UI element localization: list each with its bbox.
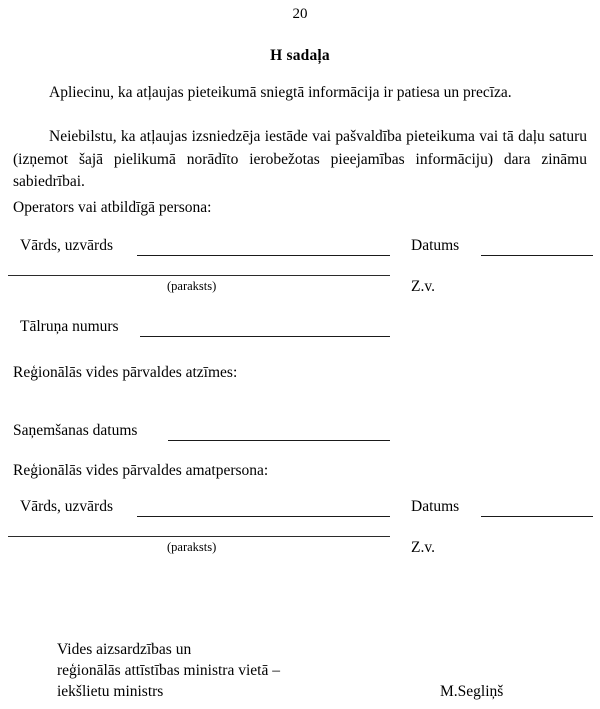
operator-date-line[interactable] (481, 255, 593, 256)
authority-official-heading: Reģionālās vides pārvaldes amatpersona: (13, 462, 269, 479)
authority-date-line[interactable] (481, 516, 593, 517)
operator-signature-line[interactable] (8, 275, 390, 276)
authority-name-label: Vārds, uzvārds (20, 498, 113, 515)
operator-date-label: Datums (411, 237, 460, 254)
footer-signature-block (57, 639, 280, 702)
authority-received-date-line[interactable] (168, 440, 390, 441)
authority-notes-heading: Reģionālās vides pārvaldes atzīmes: (13, 364, 238, 381)
authority-seal-label: Z.v. (411, 539, 435, 556)
authority-name-line[interactable] (137, 516, 390, 517)
authority-signature-caption: (paraksts) (167, 540, 217, 554)
operator-name-line[interactable] (137, 255, 390, 256)
footer-signatory-name: M.Segliņš (440, 683, 504, 700)
section-heading: H sadaļa (270, 47, 330, 64)
page-number: 20 (292, 6, 308, 22)
paragraph-declaration: Apliecinu, ka atļaujas pieteikumā sniegtā informācija ir patiesa un precīza. (49, 84, 512, 101)
footer-title-line-2: reģionālās attīstības ministra vietā – (57, 662, 280, 679)
footer-title-line-1: Vides aizsardzības un (57, 641, 192, 658)
operator-phone-line[interactable] (140, 336, 390, 337)
operator-section-heading: Operators vai atbildīgā persona: (13, 199, 212, 216)
footer-title-line-3: iekšlietu ministrs (57, 683, 164, 700)
operator-signature-caption: (paraksts) (167, 279, 217, 293)
paragraph-consent: Neiebilstu, ka atļaujas izsniedzēja iestāde vai pašvaldība pieteikuma vai tā daļu saturu (izņemot šajā pielikumā norādīto ierobežotas pieejamības informāciju) dara zināmu sabiedrībai. (13, 128, 587, 190)
operator-phone-label: Tālruņa numurs (20, 318, 119, 335)
operator-seal-label: Z.v. (411, 278, 435, 295)
operator-name-label: Vārds, uzvārds (20, 237, 113, 254)
authority-signature-line[interactable] (8, 536, 390, 537)
authority-received-date-label: Saņemšanas datums (13, 422, 138, 439)
authority-date-label: Datums (411, 498, 460, 515)
